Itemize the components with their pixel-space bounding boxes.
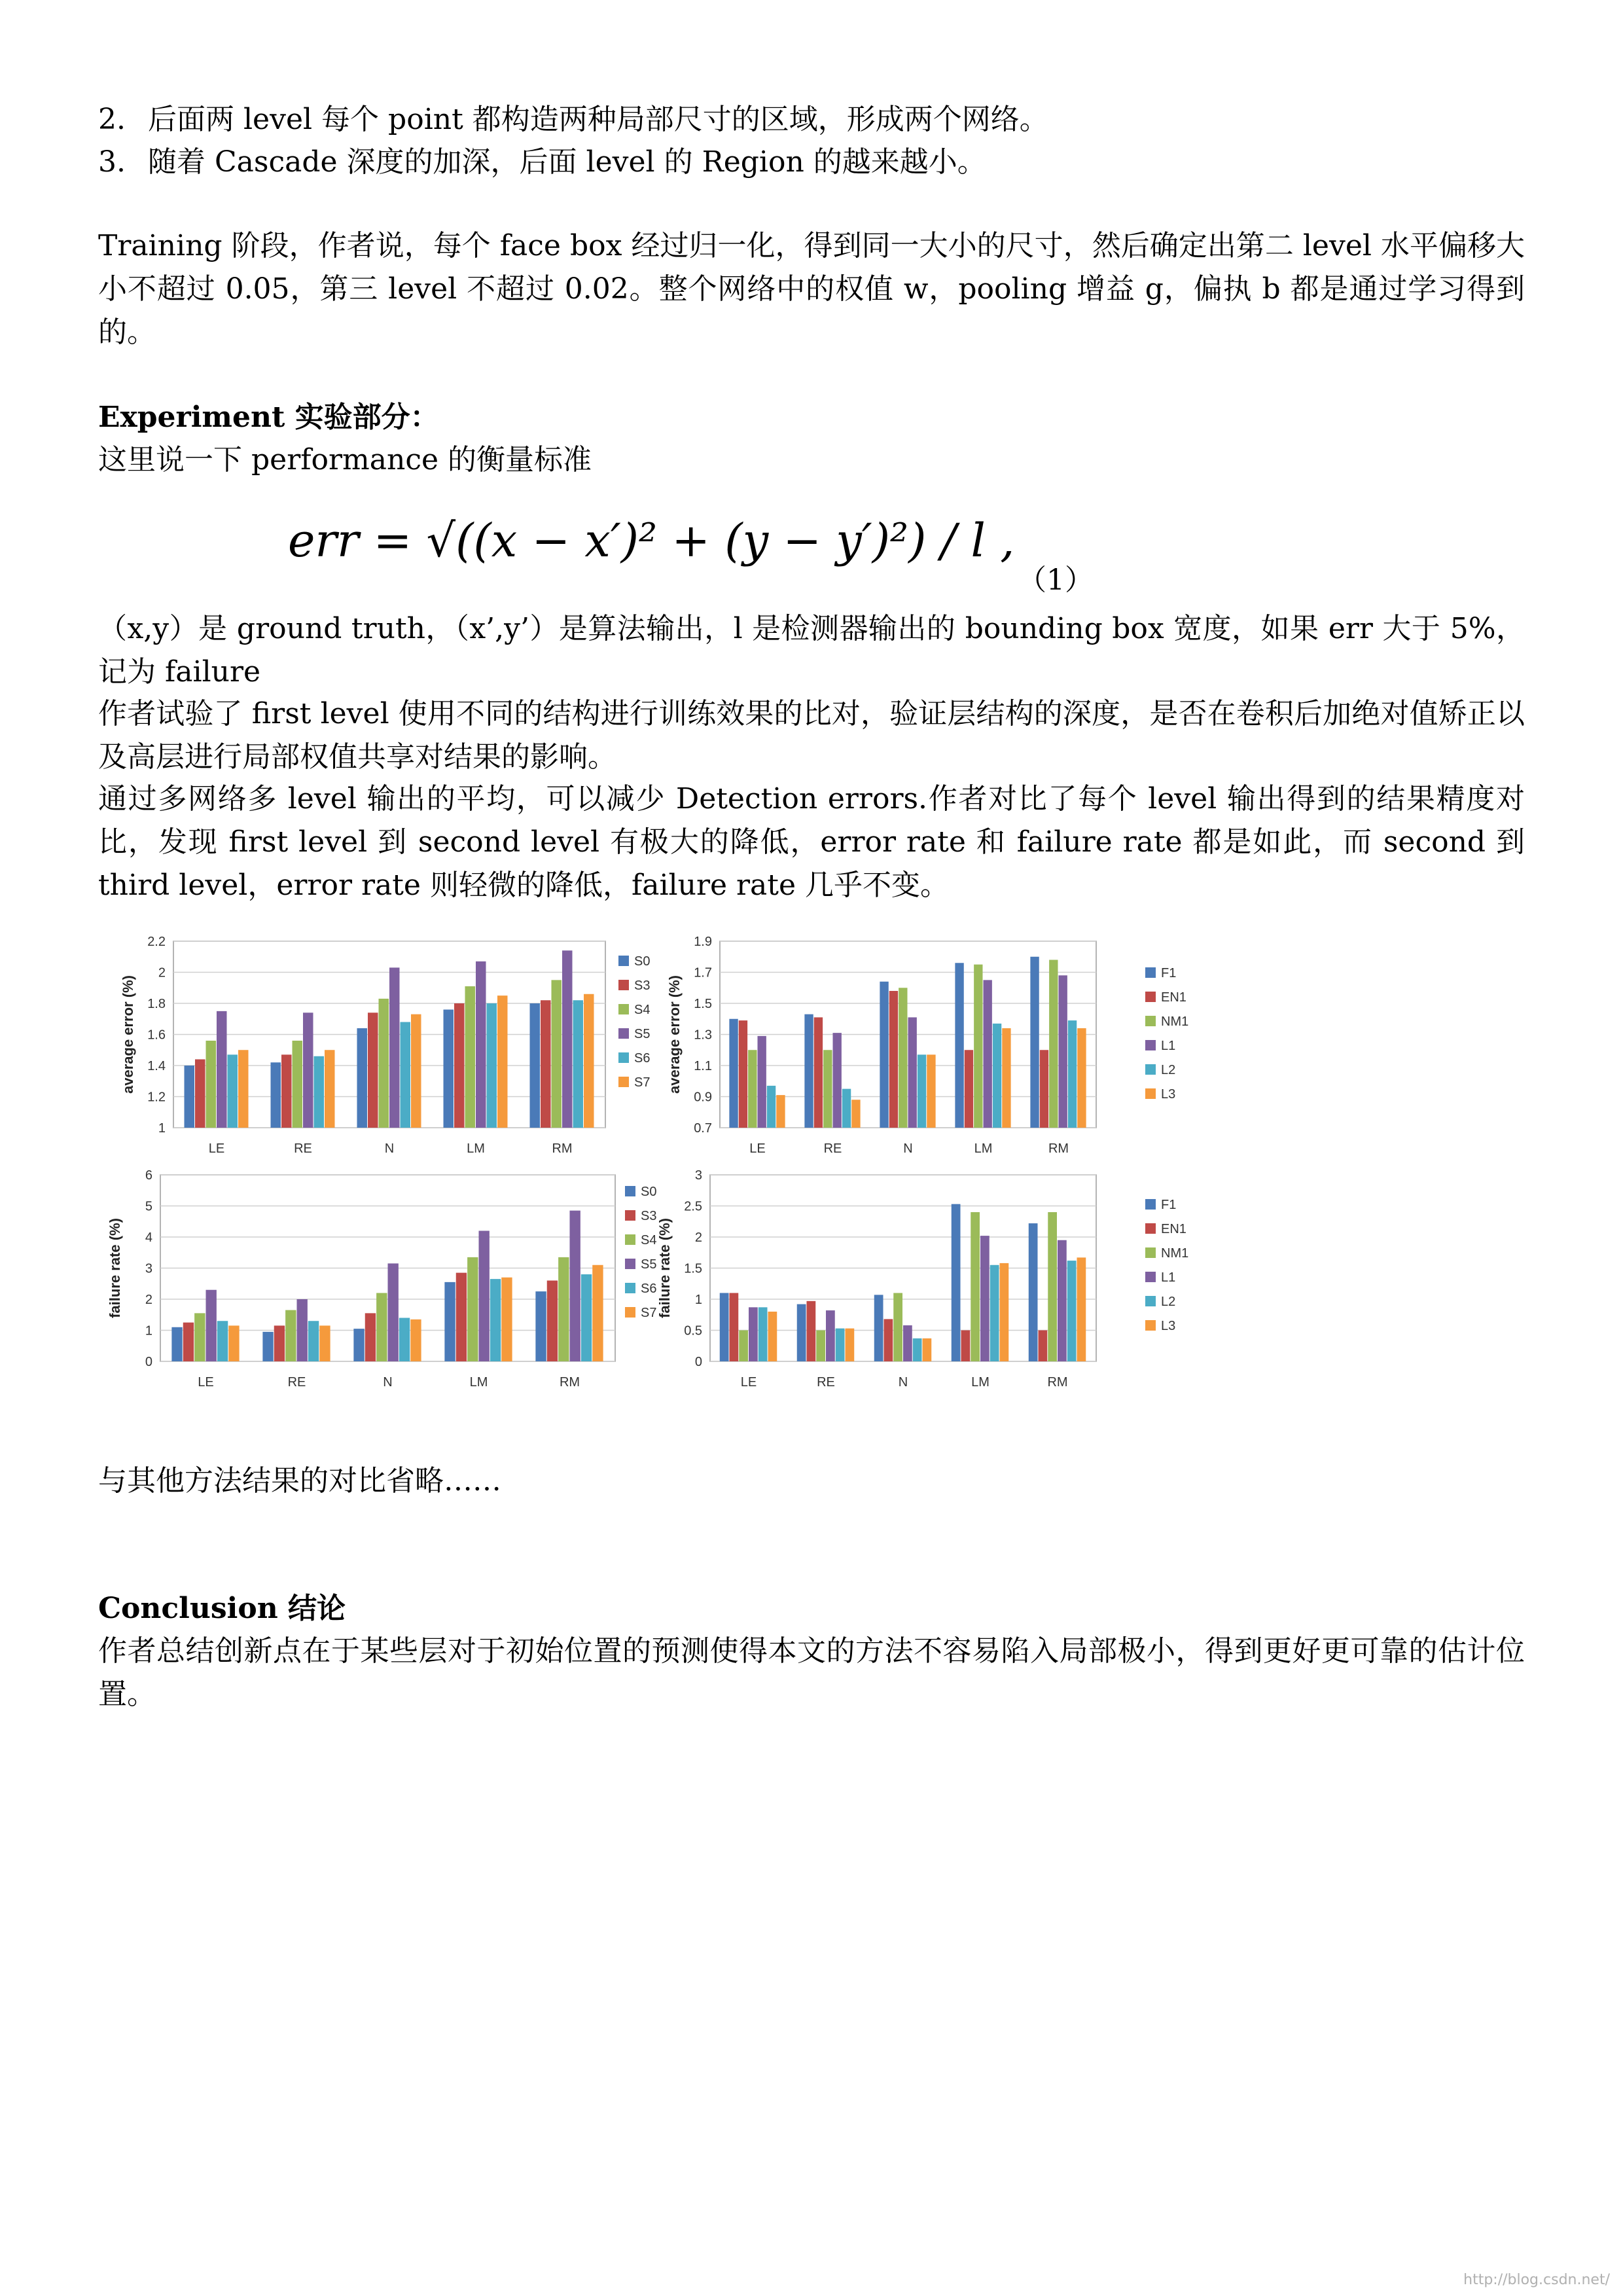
bar-nm1-rm [1048, 1212, 1057, 1361]
bar-l1-rm [1059, 975, 1067, 1128]
bar-f1-n [874, 1295, 883, 1361]
legend-swatch [618, 980, 629, 990]
bar-l3-re [846, 1329, 855, 1361]
bar-f1-lm [955, 963, 963, 1128]
y-tick-label: 1.9 [694, 935, 712, 949]
bar-s5-rm [570, 1211, 580, 1361]
x-tick-label: RE [294, 1141, 312, 1156]
bar-l1-rm [1058, 1240, 1067, 1361]
bar-s4-rm [552, 980, 562, 1128]
chart-3 [107, 1168, 656, 1390]
bar-s7-rm [584, 994, 594, 1128]
legend-swatch [625, 1283, 635, 1293]
bar-nm1-le [739, 1331, 748, 1362]
x-tick-label: RM [1047, 1375, 1068, 1390]
bar-s4-rm [558, 1257, 569, 1361]
y-tick-label: 1.3 [694, 1028, 712, 1043]
bar-s0-le [171, 1327, 182, 1361]
y-tick-label: 2 [694, 1230, 702, 1245]
conclusion-heading: Conclusion 结论 [98, 1592, 346, 1625]
bar-l2-re [836, 1329, 845, 1361]
legend-swatch [1145, 1040, 1156, 1050]
bar-s7-lm [501, 1278, 512, 1361]
chart-1 [120, 935, 650, 1156]
y-tick-label: 1.4 [147, 1059, 166, 1073]
bar-s4-lm [465, 986, 476, 1128]
bar-nm1-re [823, 1050, 832, 1128]
bar-nm1-n [899, 988, 907, 1128]
x-tick-label: N [384, 1141, 395, 1156]
legend-swatch [1145, 1272, 1156, 1282]
bar-s7-re [325, 1050, 335, 1128]
bar-en1-lm [965, 1050, 973, 1128]
list-text: 后面两 level 每个 point 都构造两种局部尺寸的区域，形成两个网络。 [148, 103, 1048, 136]
experiment-paragraph-3: 通过多网络多 level 输出的平均，可以减少 Detection errors.作者对比了每个 level 输出得到的结果精度对比，发现 first level 到 second level 有极大的降低，error rate 和 failure rate 都是如此，而 second 到 third level，error rate 则轻微的降低，failure rate 几乎不变。 [98, 782, 1525, 902]
bar-s0-n [357, 1028, 368, 1128]
chart-4 [656, 1168, 1188, 1390]
legend-swatch [1145, 1320, 1156, 1331]
bar-s7-n [411, 1014, 421, 1128]
legend-swatch [618, 1004, 629, 1014]
bar-f1-rm [1030, 957, 1039, 1128]
bar-l3-le [776, 1095, 785, 1128]
bar-nm1-le [748, 1050, 757, 1128]
x-tick-label: RE [817, 1375, 835, 1390]
bar-s7-lm [497, 996, 508, 1128]
bar-s3-rm [547, 1281, 558, 1362]
bar-en1-le [730, 1293, 739, 1362]
legend-swatch [618, 956, 629, 966]
bar-l2-rm [1068, 1020, 1077, 1128]
y-tick-label: 2.2 [147, 935, 166, 949]
bar-l2-n [918, 1054, 926, 1128]
bar-s0-re [271, 1062, 281, 1128]
bar-s3-re [281, 1054, 292, 1128]
bar-en1-lm [961, 1331, 971, 1362]
bar-l3-le [768, 1312, 777, 1361]
bar-l3-n [923, 1338, 932, 1361]
y-tick-label: 3 [145, 1261, 152, 1276]
legend-label: EN1 [1161, 990, 1186, 1005]
legend-swatch [625, 1259, 635, 1269]
figure-charts [98, 929, 1198, 1407]
legend-swatch [1145, 967, 1156, 978]
bar-s4-re [285, 1310, 296, 1361]
y-tick-label: 1 [694, 1293, 702, 1307]
list-item-2 [98, 98, 1048, 141]
bar-nm1-lm [974, 965, 982, 1128]
legend-swatch [618, 1028, 629, 1039]
bar-s3-n [365, 1313, 376, 1361]
y-tick-label: 1.5 [684, 1261, 702, 1276]
x-tick-label: N [383, 1375, 393, 1390]
conclusion-text: 作者总结创新点在于某些层对于初始位置的预测使得本文的方法不容易陷入局部极小，得到更好更可靠的估计位置。 [98, 1634, 1525, 1711]
bar-s4-n [376, 1293, 387, 1362]
bar-nm1-n [893, 1293, 902, 1362]
bar-s5-n [388, 1263, 399, 1361]
y-tick-label: 0 [694, 1355, 702, 1369]
bar-s5-re [303, 1013, 313, 1128]
x-tick-label: N [903, 1141, 913, 1156]
x-tick-label: LE [740, 1375, 757, 1390]
bar-s0-lm [444, 1282, 455, 1361]
y-tick-label: 2 [158, 965, 166, 980]
bar-s5-lm [476, 961, 486, 1128]
legend-label: S4 [641, 1233, 657, 1247]
bar-s3-re [274, 1325, 285, 1361]
bar-l1-n [908, 1017, 917, 1128]
list-item-3 [98, 141, 986, 184]
legend-swatch [625, 1210, 635, 1221]
legend-swatch [1145, 1223, 1156, 1234]
legend-label: S7 [641, 1306, 657, 1320]
bar-l2-le [767, 1086, 776, 1128]
legend-swatch [1145, 1247, 1156, 1258]
legend-label: F1 [1161, 966, 1177, 980]
bar-en1-rm [1039, 1331, 1048, 1362]
bar-s6-le [217, 1321, 228, 1361]
y-tick-label: 0 [145, 1355, 152, 1369]
y-tick-label: 1 [145, 1323, 152, 1338]
bar-l3-n [927, 1054, 935, 1128]
bar-f1-n [880, 982, 888, 1128]
bar-s0-n [353, 1329, 364, 1361]
bar-s0-re [262, 1332, 273, 1361]
y-tick-label: 5 [145, 1199, 152, 1214]
bar-s6-rm [573, 1000, 584, 1128]
bar-s5-lm [479, 1231, 490, 1362]
bar-l2-lm [990, 1265, 999, 1361]
x-tick-label: LM [467, 1141, 485, 1156]
x-tick-label: RM [552, 1141, 573, 1156]
list-number: 2. [98, 103, 126, 136]
training-paragraph: Training 阶段，作者说，每个 face box 经过归一化，得到同一大小的尺寸，然后确定出第二 level 水平偏移大小不超过 0.05，第三 level 不超过 0.02。整个网络中的权值 w，pooling 增益 g，偏执 b 都是通过学习得到的。 [98, 229, 1525, 349]
y-tick-label: 3 [694, 1168, 702, 1183]
bar-nm1-lm [971, 1212, 980, 1361]
bar-s4-n [379, 999, 389, 1128]
bar-l1-n [903, 1325, 912, 1361]
legend-swatch [1145, 1016, 1156, 1026]
x-tick-label: LE [749, 1141, 766, 1156]
legend-swatch [625, 1186, 635, 1196]
bar-l1-lm [984, 980, 992, 1128]
bar-en1-n [884, 1319, 893, 1361]
bar-s3-n [368, 1013, 378, 1128]
bar-s3-rm [541, 1000, 551, 1128]
legend-label: L2 [1161, 1295, 1176, 1309]
bar-f1-re [797, 1304, 806, 1361]
bar-l1-re [826, 1310, 835, 1361]
legend-swatch [1145, 1088, 1156, 1099]
legend-label: S0 [641, 1185, 657, 1199]
y-tick-label: 1 [158, 1121, 166, 1136]
y-tick-label: 1.2 [147, 1090, 166, 1105]
bar-s3-le [195, 1060, 205, 1128]
chart-2 [666, 935, 1188, 1156]
bar-s4-re [293, 1041, 303, 1128]
x-tick-label: N [898, 1375, 908, 1390]
legend-swatch [1145, 992, 1156, 1002]
y-tick-label: 0.9 [694, 1090, 712, 1105]
bar-s3-lm [456, 1273, 467, 1361]
bar-s5-re [297, 1299, 308, 1361]
bar-s4-lm [467, 1257, 478, 1361]
x-tick-label: RE [287, 1375, 306, 1390]
bar-l1-le [758, 1036, 766, 1128]
bar-l1-le [749, 1307, 758, 1361]
y-tick-label: 1.1 [694, 1059, 712, 1073]
bar-l3-rm [1077, 1257, 1086, 1361]
legend-label: NM1 [1161, 1246, 1189, 1261]
legend-label: S6 [641, 1282, 657, 1296]
error-formula: err = √((x − x′)² + (y − y′)²) / l , [288, 514, 1015, 567]
legend-swatch [625, 1234, 635, 1245]
bar-l1-lm [980, 1236, 990, 1361]
legend-swatch [1145, 1199, 1156, 1210]
bar-nm1-rm [1049, 960, 1058, 1128]
legend-label: S7 [634, 1075, 651, 1090]
y-tick-label: 6 [145, 1168, 152, 1183]
experiment-paragraph-2: 作者试验了 first level 使用不同的结构进行训练效果的比对，验证层结构的深度，是否在卷积后加绝对值矫正以及高层进行局部权值共享对结果的影响。 [98, 697, 1525, 774]
experiment-paragraph-1: （x,y）是 ground truth，（x’,y’）是算法输出，l 是检测器输出的 bounding box 宽度，如果 err 大于 5%，记为 failure [98, 612, 1525, 689]
y-tick-label: 1.8 [147, 997, 166, 1011]
legend-label: NM1 [1161, 1014, 1189, 1029]
bar-f1-le [729, 1019, 738, 1128]
x-tick-label: LE [208, 1141, 225, 1156]
y-tick-label: 1.6 [147, 1028, 166, 1043]
bar-s3-le [183, 1323, 194, 1361]
legend-label: L3 [1161, 1087, 1176, 1102]
bar-s6-n [399, 1318, 410, 1362]
experiment-heading: Experiment 实验部分： [98, 401, 439, 434]
bar-l2-rm [1067, 1261, 1077, 1361]
bar-l3-lm [1000, 1263, 1009, 1361]
y-tick-label: 0.5 [684, 1323, 702, 1338]
x-tick-label: LM [469, 1375, 488, 1390]
bar-s4-le [194, 1313, 205, 1361]
bar-s0-rm [530, 1003, 541, 1128]
bar-s6-rm [581, 1274, 592, 1361]
bar-s3-lm [454, 1003, 465, 1128]
bar-f1-re [804, 1014, 813, 1128]
legend-label: S3 [641, 1209, 657, 1223]
list-number: 3. [98, 145, 126, 179]
legend-label: S3 [634, 978, 651, 993]
bar-en1-le [739, 1020, 747, 1128]
bar-en1-re [807, 1301, 816, 1361]
y-tick-label: 1.5 [694, 997, 712, 1011]
comparison-note: 与其他方法结果的对比省略…… [98, 1464, 501, 1498]
x-tick-label: RE [823, 1141, 842, 1156]
legend-swatch [1145, 1064, 1156, 1075]
bar-s0-le [185, 1066, 195, 1128]
legend-label: L2 [1161, 1063, 1176, 1077]
x-tick-label: LM [971, 1375, 990, 1390]
bar-l1-re [833, 1033, 842, 1128]
bar-s5-le [217, 1011, 227, 1128]
bar-s7-rm [592, 1265, 603, 1361]
bar-l3-rm [1077, 1028, 1086, 1128]
y-axis-label: average error (%) [666, 975, 683, 1094]
x-tick-label: RM [1048, 1141, 1069, 1156]
bar-f1-rm [1029, 1223, 1038, 1361]
bar-s7-le [238, 1050, 249, 1128]
bar-f1-lm [952, 1204, 961, 1361]
bar-en1-n [889, 991, 898, 1128]
legend-swatch [618, 1077, 629, 1087]
x-tick-label: LM [974, 1141, 993, 1156]
y-tick-label: 2.5 [684, 1199, 702, 1214]
bar-s7-n [410, 1319, 421, 1361]
bar-s6-re [308, 1321, 319, 1361]
y-axis-label: failure rate (%) [656, 1218, 673, 1318]
x-tick-label: RM [559, 1375, 580, 1390]
bar-s4-le [206, 1041, 217, 1128]
y-tick-label: 2 [145, 1293, 152, 1307]
y-tick-label: 4 [145, 1230, 152, 1245]
legend-label: L3 [1161, 1319, 1176, 1333]
bar-f1-le [720, 1293, 729, 1362]
y-axis-label: average error (%) [120, 975, 136, 1094]
bar-l3-re [851, 1100, 860, 1128]
bar-l2-le [758, 1307, 768, 1361]
legend-label: F1 [1161, 1198, 1177, 1212]
legend-swatch [625, 1307, 635, 1318]
legend-label: S0 [634, 954, 651, 969]
x-tick-label: LE [198, 1375, 214, 1390]
bar-s5-rm [562, 950, 573, 1128]
watermark: http://blog.csdn.net/ [1463, 2272, 1610, 2288]
bar-en1-rm [1040, 1050, 1048, 1128]
bar-s6-lm [490, 1279, 501, 1361]
legend-label: S5 [634, 1027, 651, 1041]
bar-en1-re [814, 1017, 823, 1128]
bar-nm1-re [816, 1331, 825, 1362]
bar-s0-lm [444, 1010, 454, 1128]
y-axis-label: failure rate (%) [107, 1218, 123, 1318]
bar-l2-lm [993, 1024, 1001, 1128]
legend-label: L1 [1161, 1039, 1176, 1053]
bar-s5-n [389, 967, 400, 1128]
bar-s5-le [206, 1290, 217, 1361]
bar-l2-n [913, 1338, 922, 1361]
experiment-intro: 这里说一下 performance 的衡量标准 [98, 443, 592, 476]
charts-svg [98, 929, 1198, 1407]
legend-swatch [618, 1052, 629, 1063]
bar-l2-re [842, 1089, 851, 1128]
legend-label: S5 [641, 1257, 657, 1272]
bar-s6-n [401, 1022, 411, 1128]
legend-label: L1 [1161, 1270, 1176, 1285]
bar-s0-rm [535, 1291, 546, 1361]
legend-label: EN1 [1161, 1222, 1186, 1236]
bar-s7-re [319, 1325, 330, 1361]
y-tick-label: 0.7 [694, 1121, 712, 1136]
y-tick-label: 1.7 [694, 965, 712, 980]
bar-s6-lm [487, 1003, 497, 1128]
bar-l3-lm [1002, 1028, 1010, 1128]
bar-s7-le [228, 1325, 239, 1361]
equation-number: （1） [1018, 564, 1094, 597]
bar-s6-le [228, 1054, 238, 1128]
bar-s6-re [314, 1056, 325, 1128]
legend-label: S4 [634, 1003, 651, 1017]
legend-label: S6 [634, 1051, 651, 1066]
legend-swatch [1145, 1296, 1156, 1306]
list-text: 随着 Cascade 深度的加深，后面 level 的 Region 的越来越小。 [148, 145, 986, 179]
